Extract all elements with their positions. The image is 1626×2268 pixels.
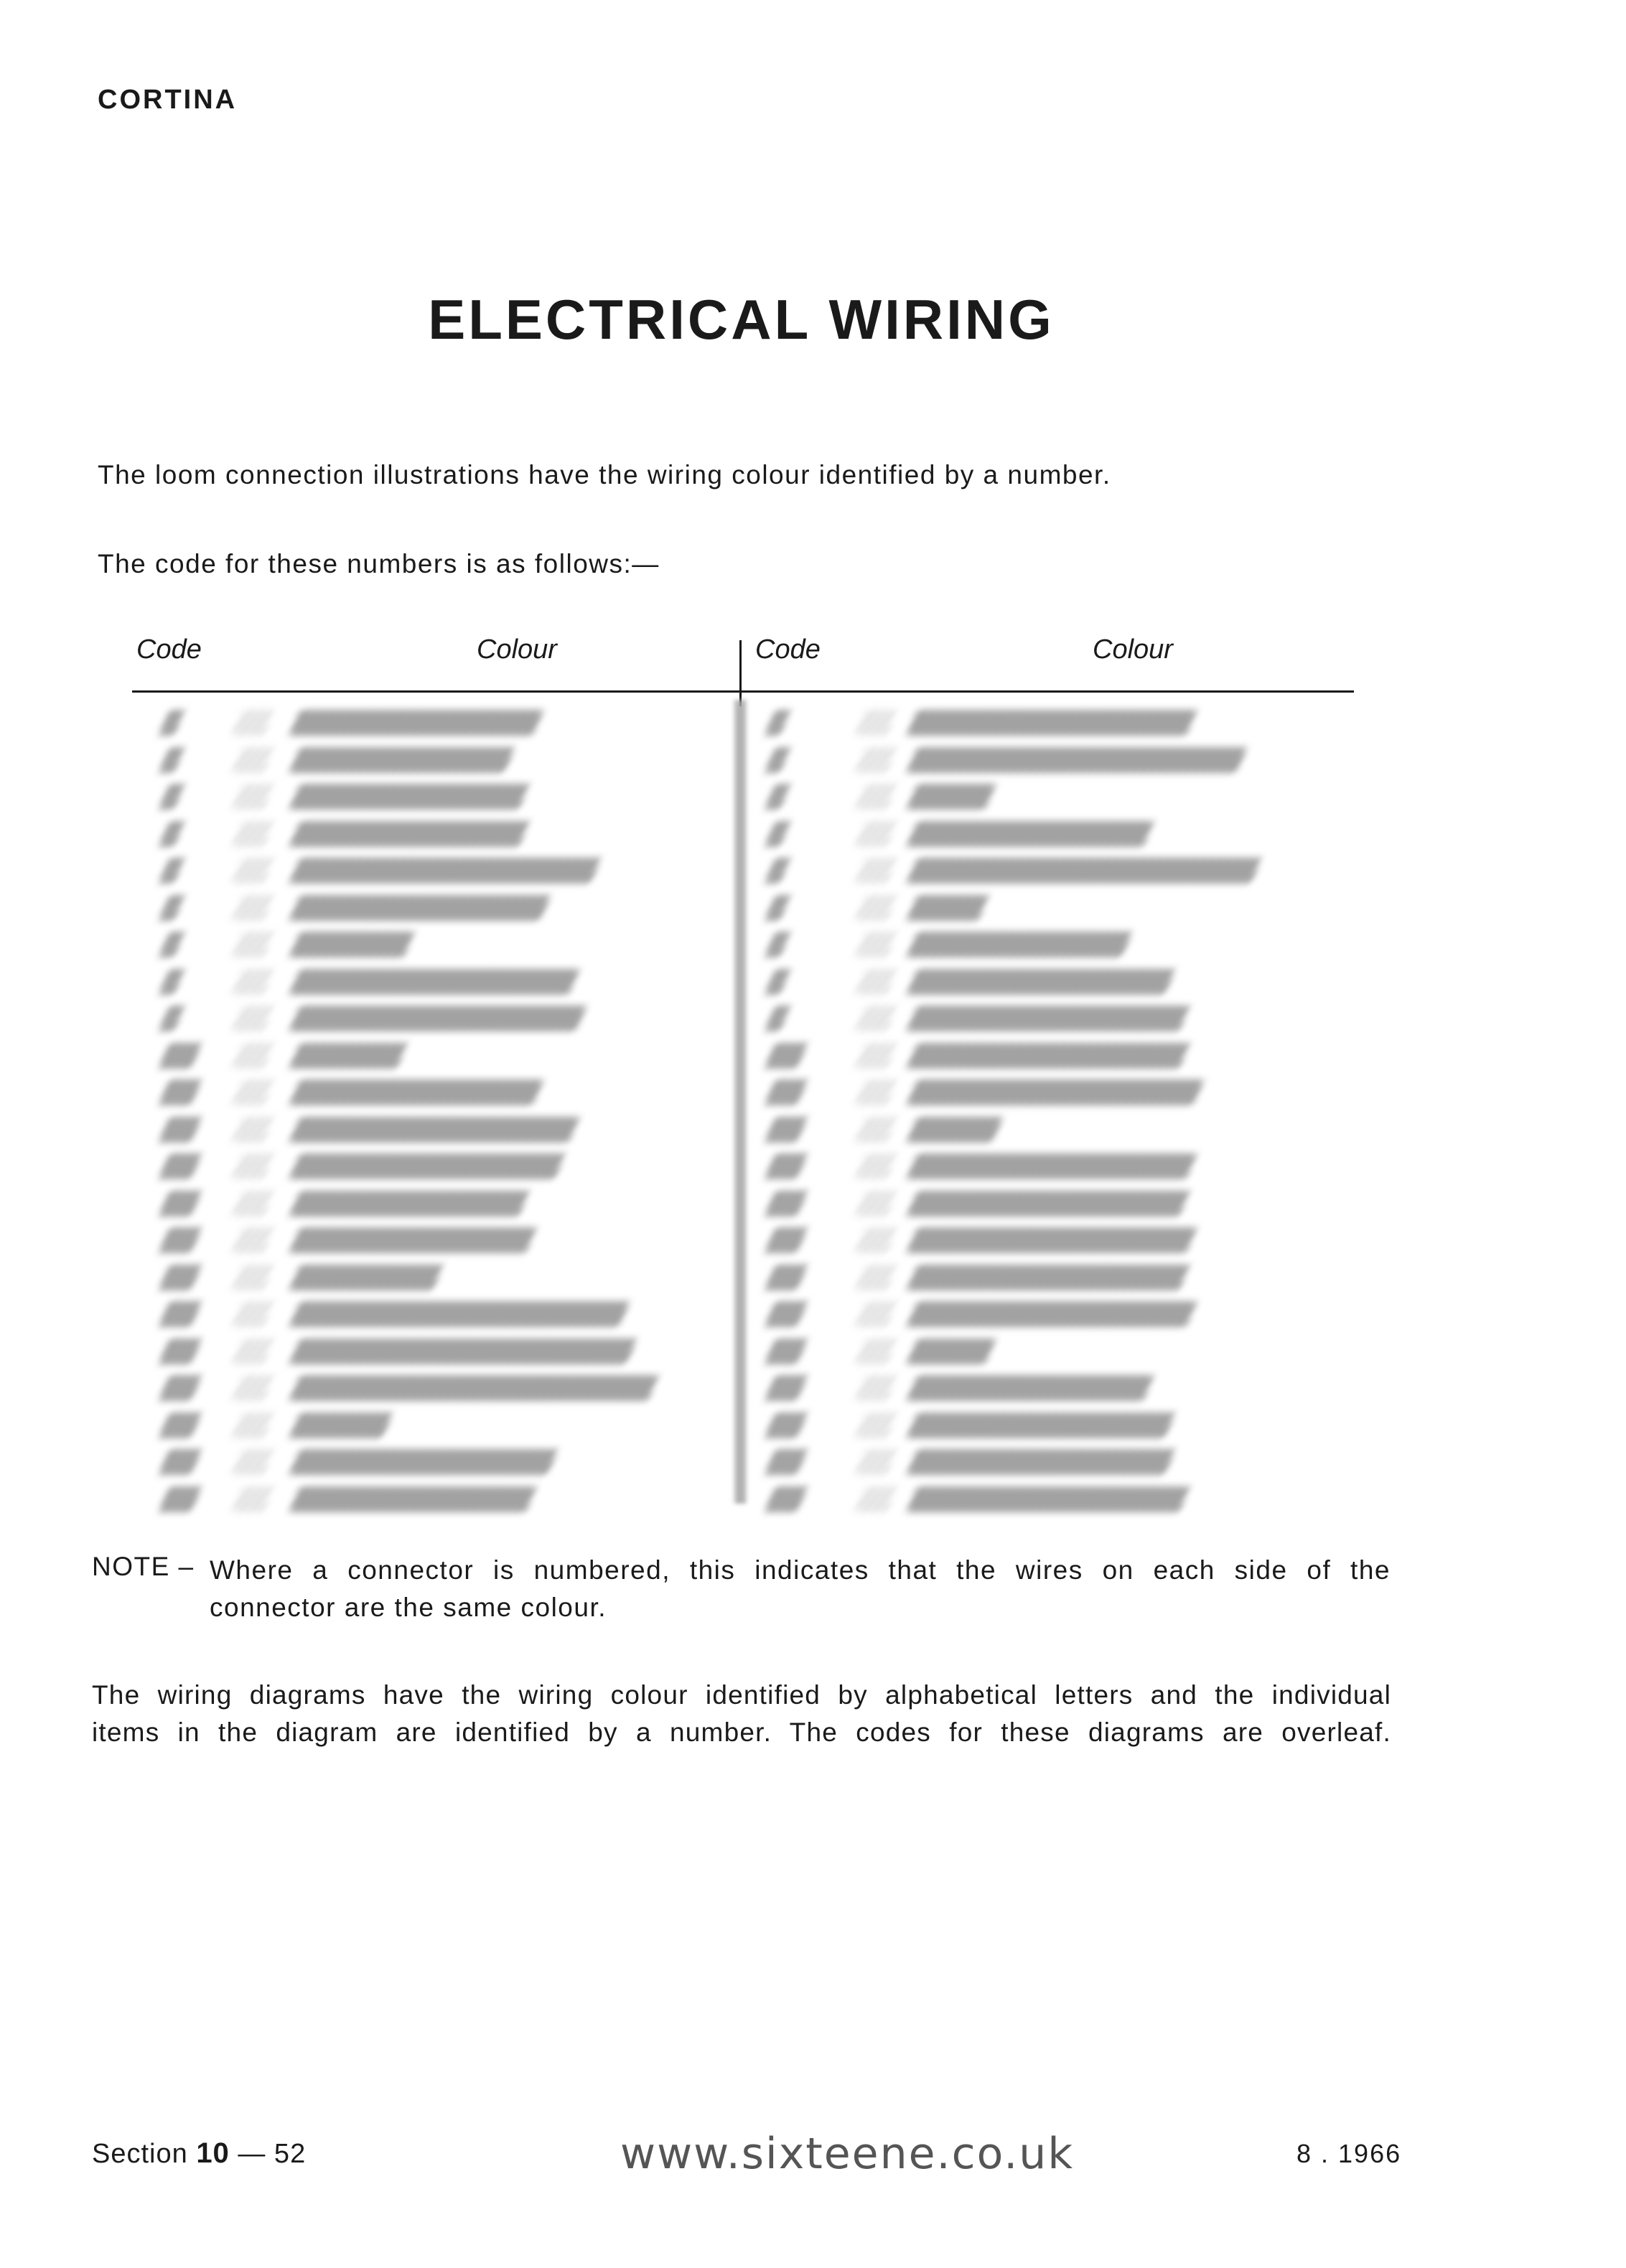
closing-paragraph-line-1: The wiring diagrams have the wiring colour identified by alphabetical letters and the individual bbox=[92, 1680, 1391, 1710]
page-title: ELECTRICAL WIRING bbox=[428, 288, 1055, 351]
obscured-colour-right-2 bbox=[907, 747, 1248, 773]
obscured-separator-right-10 bbox=[855, 1043, 897, 1069]
obscured-code-right-13 bbox=[765, 1153, 808, 1179]
obscured-separator-right-15 bbox=[855, 1227, 897, 1253]
obscured-colour-right-11 bbox=[907, 1079, 1205, 1105]
obscured-code-right-4 bbox=[765, 821, 791, 847]
table-row-right-6 bbox=[0, 892, 1626, 921]
table-row-right-19 bbox=[0, 1372, 1626, 1401]
table-header-rule bbox=[132, 690, 1354, 693]
table-row-right-14 bbox=[0, 1188, 1626, 1217]
obscured-separator-right-17 bbox=[855, 1301, 897, 1327]
running-header: CORTINA bbox=[98, 85, 238, 115]
table-row-right-9 bbox=[0, 1003, 1626, 1031]
obscured-separator-right-18 bbox=[855, 1339, 897, 1364]
obscured-code-right-1 bbox=[765, 710, 791, 736]
obscured-colour-right-5 bbox=[907, 858, 1262, 884]
obscured-colour-right-8 bbox=[907, 969, 1176, 995]
obscured-separator-right-2 bbox=[855, 747, 897, 773]
obscured-code-right-12 bbox=[765, 1117, 808, 1143]
obscured-colour-right-10 bbox=[907, 1043, 1190, 1069]
obscured-separator-right-11 bbox=[855, 1079, 897, 1105]
obscured-colour-right-17 bbox=[907, 1301, 1197, 1327]
obscured-code-right-9 bbox=[765, 1006, 791, 1031]
obscured-code-right-20 bbox=[765, 1412, 808, 1438]
table-row-right-7 bbox=[0, 929, 1626, 957]
note-text-line-1: Where a connector is numbered, this indicates that the wires on each side of the bbox=[210, 1555, 1391, 1585]
obscured-code-right-11 bbox=[765, 1079, 808, 1105]
obscured-colour-right-20 bbox=[907, 1412, 1176, 1438]
intro-paragraph-1: The loom connection illustrations have the wiring colour identified by a number. bbox=[98, 460, 1111, 489]
obscured-code-right-22 bbox=[765, 1486, 808, 1512]
obscured-colour-right-15 bbox=[907, 1227, 1197, 1253]
obscured-code-right-6 bbox=[765, 895, 791, 921]
obscured-separator-right-5 bbox=[855, 858, 897, 884]
table-row-right-3 bbox=[0, 781, 1626, 810]
table-row-right-22 bbox=[0, 1484, 1626, 1512]
footer-date: 8 . 1966 bbox=[1296, 2139, 1402, 2168]
footer-section-prefix: Section bbox=[92, 2139, 188, 2169]
obscured-separator-right-20 bbox=[855, 1412, 897, 1438]
obscured-code-right-21 bbox=[765, 1449, 808, 1475]
table-row-right-4 bbox=[0, 818, 1626, 847]
closing-paragraph bbox=[92, 1677, 1391, 1751]
obscured-colour-right-6 bbox=[907, 895, 989, 921]
obscured-separator-right-3 bbox=[855, 784, 897, 810]
obscured-code-right-15 bbox=[765, 1227, 808, 1253]
obscured-code-right-18 bbox=[765, 1339, 808, 1364]
obscured-colour-right-7 bbox=[907, 932, 1133, 957]
obscured-code-right-17 bbox=[765, 1301, 808, 1327]
table-row-right-8 bbox=[0, 966, 1626, 995]
table-row-right-1 bbox=[0, 707, 1626, 736]
intro-paragraph-2: The code for these numbers is as follows:— bbox=[98, 549, 660, 578]
note-text bbox=[210, 1552, 1391, 1626]
obscured-separator-right-6 bbox=[855, 895, 897, 921]
obscured-code-right-5 bbox=[765, 858, 791, 884]
note-text-line-2: connector are the same colour. bbox=[210, 1593, 607, 1622]
footer-section-number bbox=[92, 2137, 306, 2170]
note-label: NOTE – bbox=[92, 1552, 195, 1581]
obscured-separator-right-4 bbox=[855, 821, 897, 847]
obscured-colour-right-14 bbox=[907, 1191, 1190, 1217]
obscured-colour-right-12 bbox=[907, 1117, 1004, 1143]
obscured-separator-right-8 bbox=[855, 969, 897, 995]
table-row-right-11 bbox=[0, 1077, 1626, 1105]
obscured-code-right-7 bbox=[765, 932, 791, 957]
obscured-separator-right-16 bbox=[855, 1265, 897, 1290]
obscured-colour-right-13 bbox=[907, 1153, 1197, 1179]
obscured-colour-right-18 bbox=[907, 1339, 996, 1364]
obscured-code-right-19 bbox=[765, 1375, 808, 1401]
obscured-code-right-16 bbox=[765, 1265, 808, 1290]
obscured-colour-right-3 bbox=[907, 784, 996, 810]
obscured-code-right-10 bbox=[765, 1043, 808, 1069]
obscured-colour-right-1 bbox=[907, 710, 1197, 736]
footer-section-bold: 10 bbox=[196, 2137, 230, 2169]
table-header-colour-left: Colour bbox=[477, 634, 557, 665]
footer-page: — 52 bbox=[238, 2139, 307, 2169]
table-column-divider-top bbox=[739, 640, 742, 706]
footer-url: www.sixteene.co.uk bbox=[620, 2129, 1075, 2179]
table-header-code-left: Code bbox=[136, 634, 202, 665]
closing-paragraph-line-2: items in the diagram are identified by a number. The codes for these diagrams are overleaf. bbox=[92, 1718, 1391, 1747]
obscured-separator-right-7 bbox=[855, 932, 897, 957]
obscured-separator-right-21 bbox=[855, 1449, 897, 1475]
table-row-right-16 bbox=[0, 1262, 1626, 1290]
obscured-separator-right-9 bbox=[855, 1006, 897, 1031]
table-row-right-2 bbox=[0, 744, 1626, 773]
obscured-colour-right-22 bbox=[907, 1486, 1190, 1512]
table-row-right-21 bbox=[0, 1446, 1626, 1475]
table-header-colour-right: Colour bbox=[1093, 634, 1173, 665]
table-row-right-18 bbox=[0, 1336, 1626, 1364]
obscured-code-right-14 bbox=[765, 1191, 808, 1217]
obscured-code-right-3 bbox=[765, 784, 791, 810]
table-row-right-12 bbox=[0, 1114, 1626, 1143]
obscured-separator-right-1 bbox=[855, 710, 897, 736]
obscured-separator-right-13 bbox=[855, 1153, 897, 1179]
table-row-right-15 bbox=[0, 1224, 1626, 1253]
table-row-right-20 bbox=[0, 1410, 1626, 1438]
table-row-right-5 bbox=[0, 855, 1626, 884]
obscured-separator-right-19 bbox=[855, 1375, 897, 1401]
table-row-right-13 bbox=[0, 1151, 1626, 1179]
obscured-colour-right-21 bbox=[907, 1449, 1176, 1475]
table-row-right-17 bbox=[0, 1298, 1626, 1327]
obscured-code-right-2 bbox=[765, 747, 791, 773]
obscured-code-right-8 bbox=[765, 969, 791, 995]
obscured-colour-right-9 bbox=[907, 1006, 1190, 1031]
obscured-separator-right-14 bbox=[855, 1191, 897, 1217]
table-header-code-right: Code bbox=[755, 634, 821, 665]
obscured-colour-right-19 bbox=[907, 1375, 1154, 1401]
obscured-colour-right-16 bbox=[907, 1265, 1190, 1290]
obscured-colour-right-4 bbox=[907, 821, 1154, 847]
obscured-separator-right-22 bbox=[855, 1486, 897, 1512]
table-row-right-10 bbox=[0, 1040, 1626, 1069]
obscured-separator-right-12 bbox=[855, 1117, 897, 1143]
